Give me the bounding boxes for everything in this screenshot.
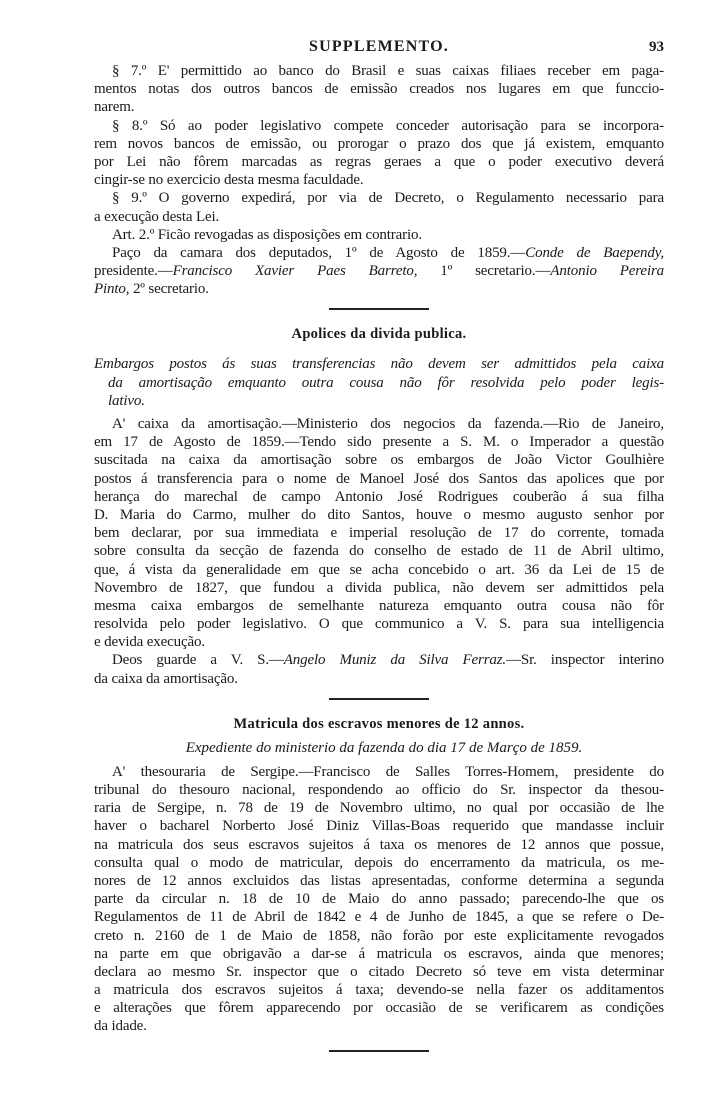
paragraph xyxy=(94,651,664,687)
text-line: resolvida pelo poder legislativo. O que communico a V. S. para sua intelligencia xyxy=(94,616,664,633)
italic-name: Antonio Pereira xyxy=(550,263,664,280)
text-line: declara ao mesmo Sr. inspector que o citado Decreto só teve em vista determinar xyxy=(94,963,664,980)
text-segment: 1º secretario.— xyxy=(417,263,551,280)
section-subtitle: Expediente do ministerio da fazenda do dia 17 de Março de 1859. xyxy=(185,739,583,756)
text-line xyxy=(94,651,664,669)
text-line: narem. xyxy=(94,99,135,116)
text-line: herança do marechal de campo Antonio José Rodrigues couberão á sua filha xyxy=(94,488,664,505)
text-line: em 17 de Agosto de 1859.—Tendo sido presente a S. M. o Imperador a questão xyxy=(94,434,664,451)
text-segment: Deos guarde a V. S.— xyxy=(112,652,284,669)
italic-name: Francisco Xavier Paes Barreto, xyxy=(172,263,418,280)
paragraph xyxy=(94,117,664,190)
paragraph xyxy=(94,244,664,299)
text-line: que, á vista da generalidade em que se acha concebido o art. 36 da Lei de 15 de xyxy=(94,561,664,578)
text-line: e devida execução. xyxy=(94,634,205,651)
text-line: Regulamentos de 11 de Abril de 1842 e 4 de Junho de 1845, a que se refere o De- xyxy=(94,909,664,926)
text-line: da amortisação emquanto outra cousa não fôr resolvida pelo poder legis- xyxy=(108,374,664,391)
section-heading: Matricula dos escravos menores de 12 annos. xyxy=(233,715,525,732)
text-line: raria de Sergipe, n. 78 de 19 de Novembro ultimo, no qual por occasião de lhe xyxy=(94,800,664,817)
text-line: lativo. xyxy=(108,392,145,409)
document-section xyxy=(94,308,664,687)
text-line: consulta qual o modo de matricular, depois do encerramento da matricula, os me- xyxy=(94,854,664,871)
text-line: Embargos postos ás suas transferencias não devem ser admittidos pela caixa xyxy=(94,356,664,373)
text-line: haver o bacharel Norberto José Diniz Villas-Boas requerido que mandasse incluir xyxy=(94,818,664,835)
text-line: cingir-se no exercicio desta mesma faculdade. xyxy=(94,172,364,189)
text-line xyxy=(94,280,664,298)
end-divider xyxy=(329,1050,429,1052)
text-line: sobre consulta da secção de fazenda do conselho de estado de 11 de Abril ultimo, xyxy=(94,543,664,560)
italic-name: Angelo Muniz da Silva Ferraz. xyxy=(283,652,507,669)
text-line: A' caixa da amortisação.—Ministerio dos negocios da fazenda.—Rio de Janeiro, xyxy=(112,416,664,432)
paragraph xyxy=(94,189,664,225)
text-line: A' thesouraria de Sergipe.—Francisco de Salles Torres-Homem, presidente do xyxy=(112,763,664,780)
text-line: bem declarar, por sua immediata e imperial resolução de 17 do corrente, tomada xyxy=(94,525,664,542)
text-line: rem novos bancos de emissão, ou prorogar o prazo dos que já existem, emquanto xyxy=(94,135,664,152)
text-line: tribunal do thesouro nacional, respondendo ao officio do Sr. inspector da thesou- xyxy=(94,782,664,798)
text-line: § 9.º O governo expedirá, por via de Decreto, o Regulamento necessario para xyxy=(112,190,664,207)
text-line xyxy=(94,262,664,280)
text-line: na parte em que obrigavão a dar-se á matricula os escravos, ainda que menores; xyxy=(94,945,664,962)
text-line: creto n. 2160 de 1 de Maio de 1858, não forão por este explicitamente revogados xyxy=(94,927,664,944)
text-line: e alterações que fôrem apparecendo por occasião de se verificarem as condições xyxy=(94,1000,664,1017)
text-line: nores de 12 annos excluidos das listas apresentadas, conforme determina a segunda xyxy=(94,872,664,889)
section-divider xyxy=(329,308,429,310)
text-line: por Lei não fôrem marcadas as regras geraes a que o poder executivo deverá xyxy=(94,153,664,170)
text-line: Novembro de 1827, que fundou a divida publica, não devem ser admittidos pela xyxy=(94,579,664,596)
document-body xyxy=(94,62,664,1052)
text-line: § 7.º E' permittido ao banco do Brasil e suas caixas filiaes receber em paga- xyxy=(112,63,664,79)
text-line: D. Maria do Carmo, mulher do dito Santos, houve o mesmo augusto senhor por xyxy=(94,506,664,523)
text-line: da caixa da amortisação. xyxy=(94,670,238,687)
text-segment: presidente.— xyxy=(94,263,173,280)
document-section xyxy=(94,698,664,1036)
page-header xyxy=(94,36,664,62)
text-line: mentos notas dos outros bancos de emissão creados nos lugares em que funccio- xyxy=(94,81,664,98)
text-line: postos á transferencia para o nome de Manoel José dos Santos das apolices que por xyxy=(94,470,664,487)
text-segment: Paço da camara dos deputados, 1º de Agosto de 1859.— xyxy=(112,244,526,261)
italic-name: Pinto, xyxy=(94,281,130,298)
document-page xyxy=(94,36,664,1052)
text-segment: 2º secretario. xyxy=(129,281,209,298)
paragraph xyxy=(94,763,664,1036)
page-number: 93 xyxy=(649,39,664,55)
text-line: a matricula dos escravos sujeitos á taxa; devendo-se nella fazer os additamentos xyxy=(94,982,664,999)
paragraph xyxy=(94,415,664,651)
paragraph xyxy=(94,62,664,117)
text-line: suscitada na caixa da amortisação sobre os embargos de João Victor Goulhière xyxy=(94,452,664,469)
text-line: da idade. xyxy=(94,1018,147,1035)
text-line: mesma caixa embargos de semelhante natureza emquanto outra cousa não fôr xyxy=(94,597,664,614)
text-segment: —Sr. inspector interino xyxy=(506,652,664,669)
running-title: SUPPLEMENTO. xyxy=(309,38,449,55)
italic-name: Conde de Baependy, xyxy=(525,244,664,261)
section-summary xyxy=(94,355,664,410)
text-line xyxy=(94,244,664,262)
text-line: § 8.º Só ao poder legislativo compete conceder autorisação para se incorpora- xyxy=(112,117,664,134)
document-section xyxy=(94,62,664,298)
section-heading: Apolices da divida publica. xyxy=(291,326,467,343)
paragraph xyxy=(94,226,664,244)
text-line: parte da circular n. 18 de 10 de Maio do anno passado; parecendo-lhe que os xyxy=(94,891,664,908)
text-line: a execução desta Lei. xyxy=(94,208,220,225)
text-line: na matricula dos seus escravos sujeitos á taxa os menores de 12 annos que possue, xyxy=(94,836,664,853)
text-line: Art. 2.º Ficão revogadas as disposições em contrario. xyxy=(112,226,422,243)
section-divider xyxy=(329,698,429,700)
